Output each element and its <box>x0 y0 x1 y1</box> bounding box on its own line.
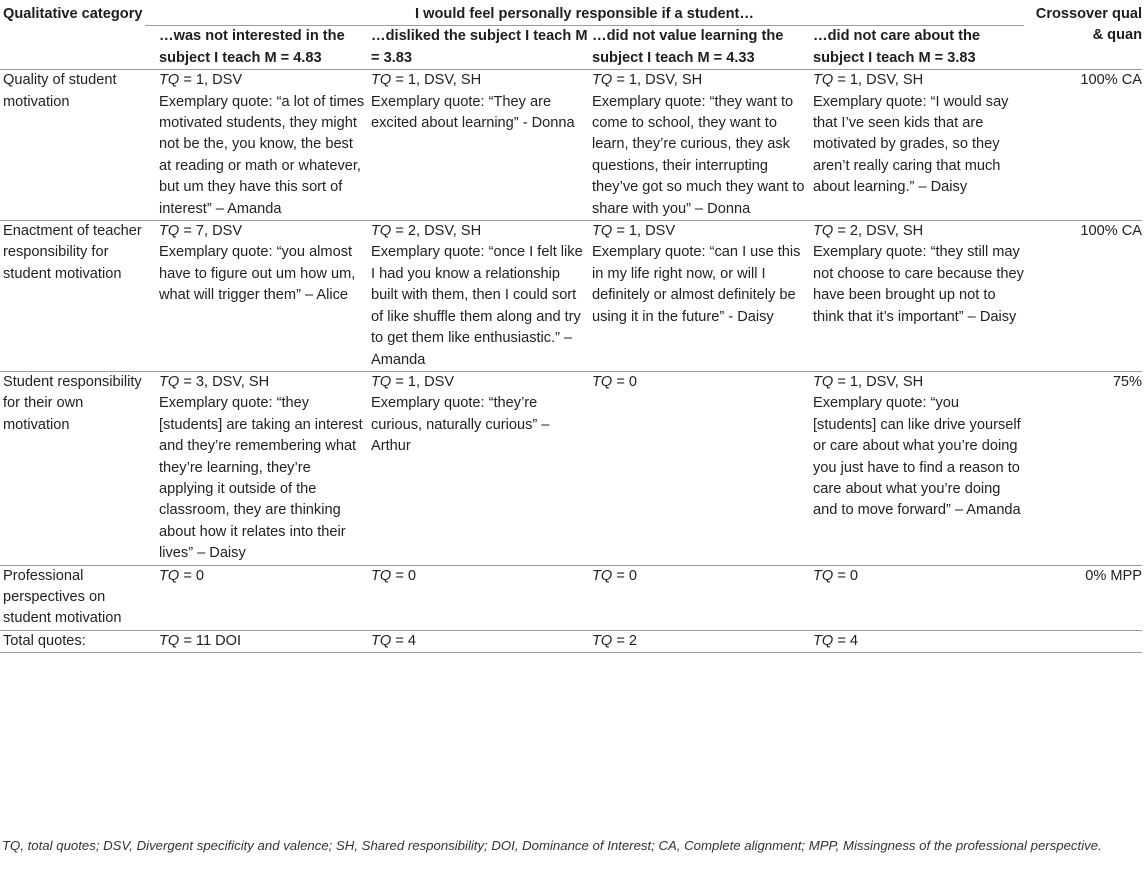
exemplary-quote: Exemplary quote: “you [students] can like drive yourself or care about what you’re doing you just have to find a reason to care about what you’re doing and to move forward” – Amanda <box>813 395 1021 519</box>
table-cell <box>809 70 1024 221</box>
row-category: Student responsibility for their own motivation <box>0 371 145 565</box>
exemplary-quote: Exemplary quote: “they’re curious, naturally curious” – Arthur <box>371 395 550 455</box>
crossover-value: 100% CA <box>1024 70 1142 221</box>
results-table <box>0 4 1142 653</box>
total-quotes: TQ = 3, DSV, SH <box>159 373 270 390</box>
table-row <box>0 565 1142 630</box>
table-row <box>0 371 1142 565</box>
table-cell <box>588 221 809 372</box>
total-quotes: TQ = 0 <box>159 567 205 584</box>
exemplary-quote: Exemplary quote: “a lot of times motivated students, they might not be the, you know, the best at reading or math or whatever, but um they have this sort of interest” – Amanda <box>159 93 365 217</box>
total-quotes: TQ = 1, DSV, SH <box>371 72 482 89</box>
table-cell <box>588 70 809 221</box>
total-quotes: TQ = 1, DSV <box>592 223 676 240</box>
table-cell <box>145 70 367 221</box>
table-cell <box>367 565 588 630</box>
table-cell <box>367 221 588 372</box>
total-quotes: TQ = 0 <box>592 567 638 584</box>
crossover-value: 100% CA <box>1024 221 1142 372</box>
row-category: Enactment of teacher responsibility for student motivation <box>0 221 145 372</box>
table-row <box>0 630 1142 652</box>
exemplary-quote: Exemplary quote: “they want to come to school, they want to learn, they’re curious, they ask questions, their interrupting they’ve got so much they want to share with you” – Donna <box>592 93 805 217</box>
exemplary-quote: Exemplary quote: “you almost have to figure out um how um, what will trigger them” – Alice <box>159 244 356 304</box>
table-cell <box>809 630 1024 652</box>
exemplary-quote: Exemplary quote: “They are excited about learning” - Donna <box>371 93 575 132</box>
total-quotes: TQ = 2, DSV, SH <box>371 223 482 240</box>
spanning-header: I would feel personally responsible if a student… <box>145 4 1024 26</box>
exemplary-quote: Exemplary quote: “once I felt like I had you know a relationship built with them, then I could sort of like shuffle them along and try to get them like enthusiastic.” – Amanda <box>371 244 583 368</box>
header-row-columns <box>0 26 1142 70</box>
total-quotes: TQ = 0 <box>371 567 417 584</box>
total-quotes: TQ = 4 <box>813 632 859 649</box>
crossover-value: 0% MPP <box>1024 565 1142 630</box>
table-cell <box>809 221 1024 372</box>
table-cell <box>145 221 367 372</box>
total-quotes: TQ = 2, DSV, SH <box>813 223 924 240</box>
table-cell <box>588 371 809 565</box>
column-header-not-care: …did not care about the subject I teach M = 3.83 <box>813 28 981 66</box>
total-quotes: TQ = 2 <box>592 632 638 649</box>
table-cell <box>145 565 367 630</box>
exemplary-quote: Exemplary quote: “they still may not choose to care because they have been brought up not to think that it’s important” – Daisy <box>813 244 1024 325</box>
table-cell <box>367 630 588 652</box>
table-cell <box>367 70 588 221</box>
exemplary-quote: Exemplary quote: “I would say that I’ve seen kids that are motivated by grades, so they aren’t really caring that much about learning.” – Daisy <box>813 93 1009 196</box>
row-category: Quality of student motivation <box>0 70 145 221</box>
total-quotes: TQ = 0 <box>813 567 859 584</box>
crossover-value <box>1024 630 1142 652</box>
row-category: Total quotes: <box>0 630 145 652</box>
row-category: Professional perspectives on student motivation <box>0 565 145 630</box>
total-quotes: TQ = 1, DSV, SH <box>813 373 924 390</box>
header-row-top <box>0 4 1142 26</box>
total-quotes: TQ = 1, DSV <box>371 373 455 390</box>
table-cell <box>809 371 1024 565</box>
table-row <box>0 221 1142 372</box>
total-quotes: TQ = 4 <box>371 632 417 649</box>
total-quotes: TQ = 7, DSV <box>159 223 243 240</box>
total-quotes: TQ = 1, DSV, SH <box>813 72 924 89</box>
column-header-not-value: …did not value learning the subject I teach M = 4.33 <box>592 28 784 66</box>
table-row <box>0 70 1142 221</box>
table-cell <box>367 371 588 565</box>
crossover-header: Crossover qual & quan <box>1035 6 1143 44</box>
total-quotes: TQ = 11 DOI <box>159 632 242 649</box>
total-quotes: TQ = 1, DSV, SH <box>592 72 703 89</box>
table-cell <box>145 630 367 652</box>
crossover-value: 75% <box>1024 371 1142 565</box>
exemplary-quote: Exemplary quote: “they [students] are taking an interest and they’re remembering what they’re learning, they’re applying it outside of the classroom, they are thinking about how it relates into their lives” – Daisy <box>159 395 363 562</box>
table-footnote: TQ, total quotes; DSV, Divergent specificity and valence; SH, Shared responsibility; DOI, Dominance of Interest; CA, Complete alignment; MPP, Missingness of the professional perspective. <box>2 838 1102 853</box>
table-cell <box>588 565 809 630</box>
column-header-disliked: …disliked the subject I teach M = 3.83 <box>371 28 588 66</box>
table-cell <box>145 371 367 565</box>
exemplary-quote: Exemplary quote: “can I use this in my life right now, or will I definitely or almost definitely be using it in the future” - Daisy <box>592 244 801 325</box>
table-cell <box>588 630 809 652</box>
table-cell <box>809 565 1024 630</box>
total-quotes: TQ = 0 <box>592 373 638 390</box>
total-quotes: TQ = 1, DSV <box>159 72 243 89</box>
column-header-not-interested: …was not interested in the subject I teach M = 4.83 <box>159 28 345 66</box>
category-header: Qualitative category <box>3 6 143 22</box>
